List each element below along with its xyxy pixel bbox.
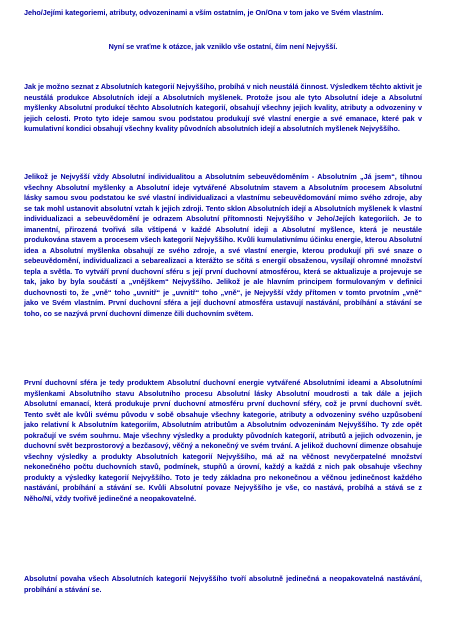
paragraph-intro: Jeho/Jejími kategoriemi, atributy, odvozeninami a vším ostatním, je On/Ona v tom jako ve Svém vlastním.	[24, 8, 384, 17]
paragraph-individuality: Jelikož je Nejvyšší vždy Absolutní individualitou a Absolutním sebeuvědoměním - Absolutním „Já jsem“, tíhnou všechny Absolutní myšlenky a Absolutní ideje vytvářené Absolutním stavem a Absolutním procesem Absolutní lásky samou svou podstatou ke své vlastní individualizaci a vlastnímu sebeuvědomování mimo svého zdroje, aby se tak mohl ustanovit absolutní vztah k jejich zdroji. Tento sklon Absolutních idejí a Absolutních myšlenek k vlastní individualizaci a sebeuvědomění je odrazem Absolutní přítomnosti Nejvyššího v Jeho/Jejích kategoriích. Je to imanentní, přirozená tvořivá síla vštípená v každé Absolutní ideji a Absolutní myšlence, která je neustále produkována stavem a procesem všech kategorií Nejvyššího. Kvůli kumulativnímu účinku energie, kterou Absolutní idea a Absolutní myšlenka obsahují ze svého zdroje, a své vlastní energie, kterou produkují při své snaze o sebeuvědomění, individualizaci a sebarealizaci a kterážto se sčítá s energií obsaženou, vysílají ohromné množství tepla a světla. To vytváří první duchovní sféru s její první duchovní atmosférou, která se aktualizuje a projevuje se tak, jako by byla součástí a „vnějškem“ Nejvyššího. Jelikož je ale hlavním principem formulovaným v definici duchovnosti to, že „vně“ toho „uvnitř“ je „uvnitř“ toho „vně“, je Nejvyšší vždy přítomen v tomto prvotním „vně“ jako ve Svém vlastním. První duchovní sféra a její duchovní atmosféra ustavují nastávání, probíhání a stávání se toho, co se nazývá první duchovní dimenze čili duchovním světem.	[24, 172, 422, 318]
paragraph-first-sphere: První duchovní sféra je tedy produktem Absolutní duchovní energie vytvářené Absolutními ideami a Absolutními myšlenkami Absolutního stavu Absolutního procesu Absolutní lásky Absolutní moudrosti a tak dále a jejich Absolutní emanací, která produkuje první duchovní atmosféru první duchovní sféry, což je první duchovní svět. Tento svět ale kvůli svému původu v sobě obsahuje všechny kategorie, atributy a odvozeniny svého uzpůsobení jako relativní k Absolutním kategoriím, Absolutním atributům a Absolutním odvozeninám Nejvyššího. Ty zde opět pokračují ve svém souhrnu. Maje všechny výsledky a produkty původních kategorií, atributů a jejich odvozenin, je duchovní svět bezprostorový a bezčasový, věčný a nekonečný ve svém trvání. A jelikož duchovní dimenze obsahuje všechny výsledky a produkty Absolutních kategorií Nejvyššího, má až na věčnost nevyčerpatelné množství nekonečného počtu duchovních stavů, podmínek, stupňů a úrovní, každý a každá z nich pak obsahuje všechny produkty a výsledky kategorií Nejvyššího. Toto je tedy základna pro nekonečnou a věčnou jedinečnost každého nastávání, probíhání a stávání se. Kvůli Absolutní povaze Nejvyššího je vše, co nastává, probíhá a stává se z Něho/Ní, vždy tvořivě jedinečné a neopakovatelné.	[24, 378, 422, 503]
paragraph-conclusion: Absolutní povaha všech Absolutních kategorií Nejvyššího tvoří absolutně jedinečná a neopakovatelná nastávání, probíhání a stávání se.	[24, 574, 422, 594]
paragraph-question: Nyní se vraťme k otázce, jak vzniklo vše ostatní, čím není Nejvyšší.	[108, 42, 338, 51]
paragraph-categories: Jak je možno seznat z Absolutních kategorií Nejvyššího, probíhá v nich neustálá činnost. Výsledkem těchto aktivit je neustálá produkce Absolutních idejí a Absolutních myšlenek. Protože jsou ale tyto Absolutní ideje a Absolutní myšlenky Absolutní produkcí těchto Absolutních kategorií, obsahují všechny jejich kvality, atributy a odvozeniny v jejich celosti. Proto tyto ideje samou svou podstatou produkují své vlastní energie a své emanace, které pak v kumulativní kondici obsahují všechny kvality původních absolutních idejí a absolutních myšlenek Nejvyššího.	[24, 82, 422, 133]
